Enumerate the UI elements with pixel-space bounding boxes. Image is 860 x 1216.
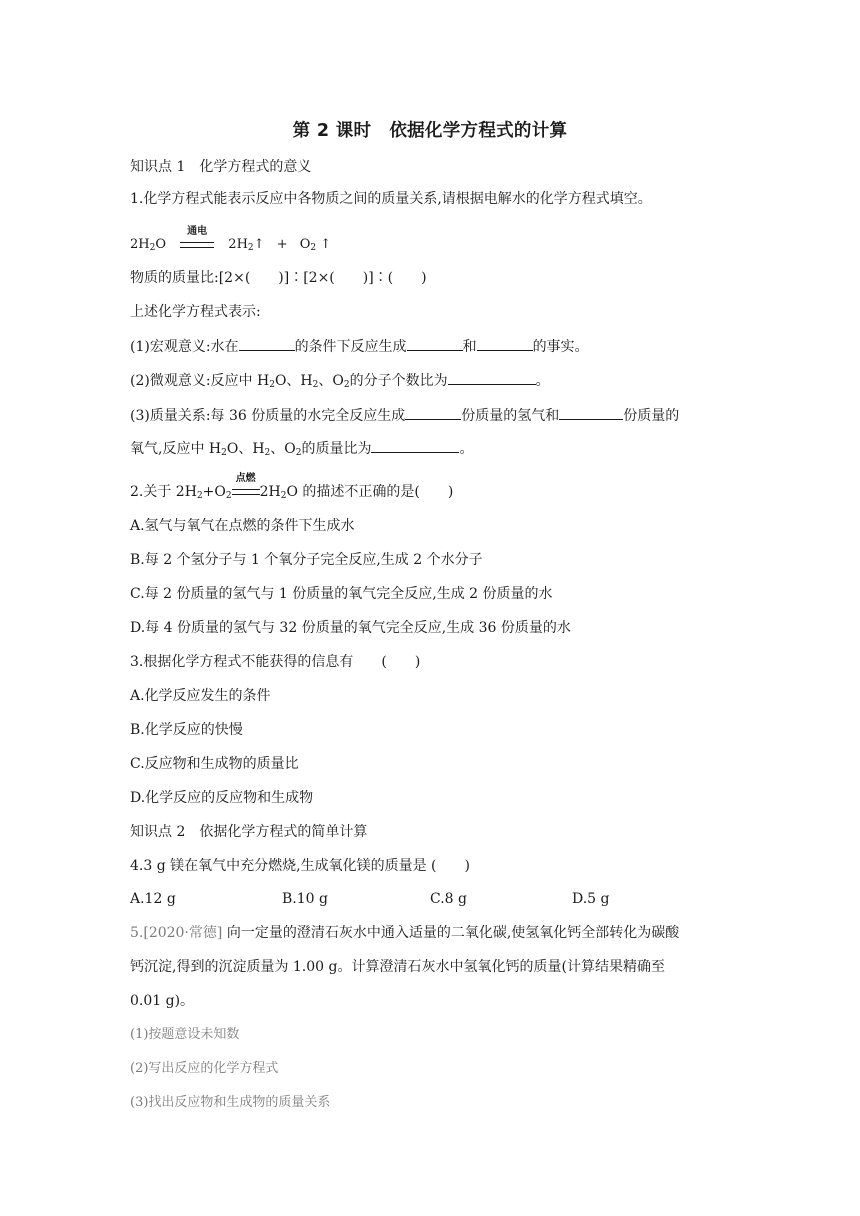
lesson-topic: 依据化学方程式的计算 bbox=[389, 121, 568, 141]
q1-intro: 上述化学方程式表示: bbox=[130, 304, 261, 320]
answer-blank[interactable] bbox=[371, 438, 459, 453]
q2-option-d[interactable]: D.每 4 份质量的氢气与 32 份质量的氧气完全反应,生成 36 份质量的水 bbox=[130, 620, 571, 636]
condition-label: 通电 bbox=[187, 226, 208, 237]
text: 、O bbox=[270, 441, 296, 457]
knowledge-point-1: 知识点 1 化学方程式的意义 bbox=[130, 159, 312, 175]
eq-sub: 2 bbox=[310, 243, 317, 253]
q5-line-2: 钙沉淀,得到的沉淀质量为 1.00 g。计算澄清石灰水中氢氧化钙的质量(计算结果精确至 bbox=[130, 959, 665, 975]
q1-equation bbox=[130, 226, 332, 258]
text: 份质量的 bbox=[623, 408, 680, 424]
text: 的质量比为 bbox=[301, 441, 372, 457]
q2-option-b[interactable]: B.每 2 个氢分子与 1 个氧分子完全反应,生成 2 个水分子 bbox=[130, 552, 483, 568]
subscript: 2 bbox=[343, 380, 350, 390]
subscript: 2 bbox=[295, 448, 302, 458]
q2-option-a[interactable]: A.氢气与氧气在点燃的条件下生成水 bbox=[130, 518, 355, 534]
condition-label: 点燃 bbox=[235, 473, 256, 484]
text: 2.关于 2H bbox=[130, 484, 197, 500]
q4-options bbox=[130, 889, 610, 909]
answer-blank[interactable] bbox=[477, 336, 533, 351]
equals-bars bbox=[232, 489, 260, 495]
q1-macro bbox=[130, 336, 589, 357]
q3-option-b[interactable]: B.化学反应的快慢 bbox=[130, 722, 243, 738]
text: 氧气,反应中 H bbox=[130, 441, 222, 457]
q5-step-2: (2)写出反应的化学方程式 bbox=[130, 1061, 279, 1076]
q2-stem bbox=[130, 473, 454, 506]
text: (2)微观意义:反应中 H bbox=[130, 373, 270, 389]
text: 份质量的氢气和 bbox=[461, 408, 560, 424]
text: O、H bbox=[274, 373, 313, 389]
text: 和 bbox=[462, 339, 477, 355]
q4-stem: 4.3 g 镁在氧气中充分燃烧,生成氧化镁的质量是 ( ) bbox=[130, 858, 470, 874]
text: +O bbox=[202, 484, 226, 500]
text: 、O bbox=[318, 373, 344, 389]
eq-plus: + bbox=[276, 237, 288, 252]
page-title bbox=[130, 117, 730, 142]
text: 的分子个数比为 bbox=[349, 373, 448, 389]
lesson-number: 第 2 课时 bbox=[292, 121, 372, 141]
q4-option-b[interactable]: B.10 g bbox=[282, 891, 328, 907]
q5-line-1 bbox=[130, 923, 679, 943]
eq-water-o: O bbox=[155, 237, 167, 252]
eq-sub: 2 bbox=[149, 243, 156, 253]
q1-stem: 1.化学方程式能表示反应中各物质之间的质量关系,请根据电解水的化学方程式填空。 bbox=[130, 191, 652, 207]
subscript: 2 bbox=[196, 491, 203, 501]
q1-micro bbox=[130, 370, 550, 395]
text: O、H bbox=[226, 441, 265, 457]
q1-mass-relation-2 bbox=[130, 438, 473, 463]
q1-mass-ratio: 物质的质量比:[2×( )]∶[2×( )]∶( ) bbox=[130, 270, 427, 286]
q5-source: 5.[2020·常德] bbox=[130, 925, 223, 941]
q4-option-c[interactable]: C.8 g bbox=[430, 891, 467, 907]
q4-option-a[interactable]: A.12 g bbox=[130, 891, 176, 907]
q3-option-c[interactable]: C.反应物和生成物的质量比 bbox=[130, 756, 299, 772]
subscript: 2 bbox=[264, 448, 271, 458]
equals-bars bbox=[180, 242, 214, 248]
answer-blank[interactable] bbox=[405, 405, 461, 420]
answer-blank[interactable] bbox=[559, 405, 623, 420]
subscript: 2 bbox=[221, 448, 227, 458]
text: 。 bbox=[535, 373, 550, 389]
subscript: 2 bbox=[280, 491, 287, 501]
q5-step-3: (3)找出反应物和生成物的质量关系 bbox=[130, 1095, 331, 1110]
text: 向一定量的澄清石灰水中通入适量的二氧化碳,使氢氧化钙全部转化为碳酸 bbox=[222, 925, 680, 941]
eq-water-coef: 2H bbox=[130, 237, 150, 252]
text: (3)质量关系:每 36 份质量的水完全反应生成 bbox=[130, 408, 406, 424]
q5-step-1: (1)按题意设未知数 bbox=[130, 1027, 240, 1042]
q3-stem: 3.根据化学方程式不能获得的信息有 ( ) bbox=[130, 654, 421, 670]
gas-arrow: ↑ bbox=[320, 237, 332, 252]
subscript: 2 bbox=[225, 491, 232, 501]
answer-blank[interactable] bbox=[239, 336, 295, 351]
eq-hydrogen: 2H bbox=[228, 237, 248, 252]
q1-mass-relation bbox=[130, 405, 679, 426]
subscript: 2 bbox=[269, 380, 275, 390]
text: 的事实。 bbox=[532, 339, 589, 355]
text: 2H bbox=[259, 484, 281, 500]
eq-oxygen: O bbox=[299, 237, 311, 252]
text: 。 bbox=[459, 441, 474, 457]
q5-line-3: 0.01 g)。 bbox=[130, 993, 195, 1009]
text: 的条件下反应生成 bbox=[294, 339, 407, 355]
eq-sub: 2 bbox=[247, 243, 254, 253]
gas-arrow: ↑ bbox=[253, 237, 265, 252]
text: (1)宏观意义:水在 bbox=[130, 339, 239, 355]
q3-option-d[interactable]: D.化学反应的反应物和生成物 bbox=[130, 790, 314, 806]
text: O 的描述不正确的是( ) bbox=[286, 484, 454, 500]
answer-blank[interactable] bbox=[407, 336, 463, 351]
q4-option-d[interactable]: D.5 g bbox=[572, 891, 610, 907]
q3-option-a[interactable]: A.化学反应发生的条件 bbox=[130, 688, 271, 704]
knowledge-point-2: 知识点 2 依据化学方程式的简单计算 bbox=[130, 824, 368, 840]
q2-option-c[interactable]: C.每 2 份质量的氢气与 1 份质量的氧气完全反应,生成 2 份质量的水 bbox=[130, 586, 553, 602]
reaction-condition bbox=[232, 473, 260, 502]
reaction-condition bbox=[180, 226, 214, 255]
answer-blank[interactable] bbox=[448, 370, 536, 385]
subscript: 2 bbox=[312, 380, 319, 390]
